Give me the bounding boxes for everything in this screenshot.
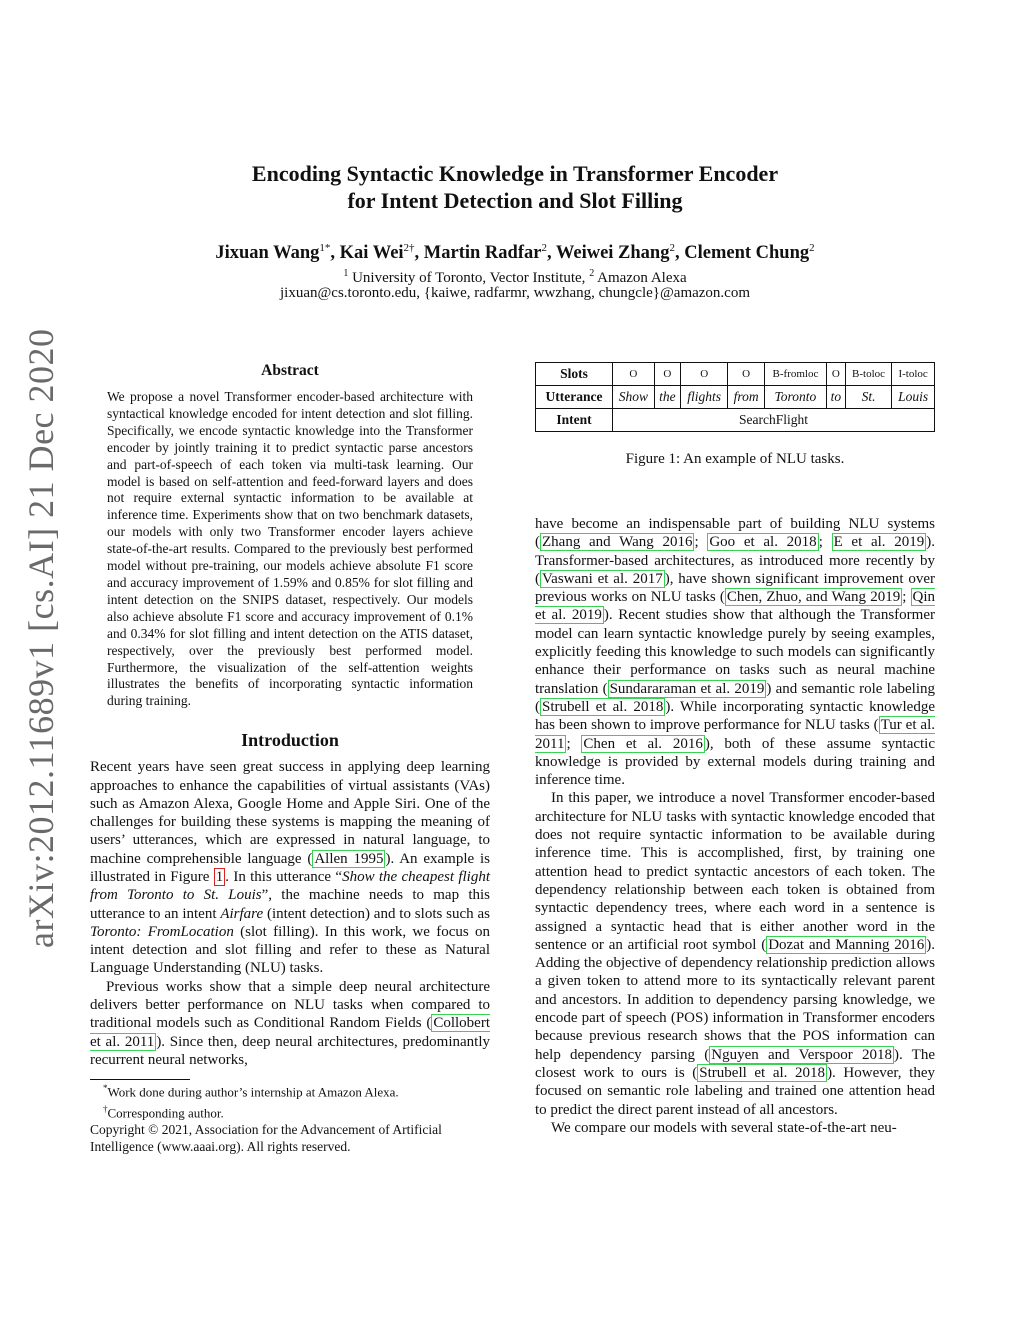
arxiv-identifier[interactable]: arXiv:2012.11689v1 [cs.AI] 21 Dec 2020	[21, 328, 61, 948]
text-run: . In this utterance “	[225, 869, 343, 885]
footnote-text: Corresponding author.	[107, 1104, 224, 1120]
intent-row	[536, 409, 935, 432]
token-cell: the	[654, 386, 680, 409]
citation-link[interactable]: Chen, Zhuo, and Wang 2019	[726, 589, 901, 606]
citation-link[interactable]: Tur et al. 2011	[535, 717, 936, 752]
utterance-label: Utterance	[536, 386, 613, 409]
text-run: ). The closest work to ours is (	[535, 1046, 935, 1081]
text-run: ). Recent studies show that although the Transformer model can learn syntactic knowledge purely by seeing examples, explicitly feeding this knowledge to such models can significantly enhance their performance on tasks such as neural machine translation (	[535, 607, 935, 697]
right-body	[535, 515, 935, 1137]
text-run: ;	[902, 589, 911, 606]
paper-title	[150, 160, 880, 214]
footnote-mark: *	[103, 1083, 108, 1094]
text-run: ), have shown significant improvement over previous works on NLU tasks (	[535, 570, 935, 606]
text-run: (slot filling). In this work, we focus on intent detection and slot filling and refer to these as Natural Language Understanding (NLU) tasks.	[90, 923, 490, 977]
text-run: ). However, they focused on semantic role labeling and trained one attention head to predict the direct parent instead of all ancestors.	[535, 1064, 936, 1118]
text-run: ). Adding the objective of dependency relationship prediction allows a given token to attend more to its syntactically relevant parent and ancestors. In addition to dependency parsing knowledge, we encode part of speech (POS) information in Transformer encoders because previous research shows that the POS information can help dependency parsing (	[535, 936, 936, 1063]
affil-text: University of Toronto, Vector Institute,	[348, 270, 590, 286]
text-run: ) and semantic role labeling (	[535, 680, 935, 715]
text-run: ). Transformer-based architectures, as introduced more recently by (	[535, 534, 935, 587]
citation-link[interactable]: Sundararaman et al. 2019	[609, 680, 765, 697]
slot-cell: O	[654, 363, 680, 386]
text-run: (intent detection) and to slots such as	[263, 905, 491, 922]
footnote-mark: †	[103, 1103, 108, 1114]
figure-1-caption: Figure 1: An example of NLU tasks.	[625, 451, 845, 467]
slot-cell: B-toloc	[845, 363, 891, 386]
slot-cell: O	[826, 363, 845, 386]
author-name: Jixuan Wang	[215, 243, 320, 264]
citation-link[interactable]: Vaswani et al. 2017	[542, 570, 663, 587]
text-run: Previous works show that a simple deep neural architecture delivers better performance on NLU tasks when compared to traditional models such as Conditional Random Fields (	[90, 978, 490, 1032]
text-run: ”, the machine needs to map this utterance to an intent	[90, 887, 490, 922]
author-emails: jixuan@cs.toronto.edu, {kaiwe, radfarmr, wwzhang, chungcle}@amazon.com	[279, 285, 751, 301]
left-column	[90, 362, 490, 1155]
citation-link[interactable]: Strubell et al. 2018	[699, 1064, 826, 1081]
utterance-row	[536, 386, 935, 409]
text-run: ;	[818, 534, 832, 551]
abstract-heading: Abstract	[261, 362, 319, 379]
slot-cell: B-fromloc	[764, 363, 826, 386]
footnote-2	[90, 1101, 490, 1121]
author-name: Martin Radfar	[423, 243, 542, 264]
author-affil-mark: 2†	[403, 242, 415, 254]
citation-link[interactable]: Chen et al. 2016	[583, 735, 703, 752]
author-affil-mark: 2	[541, 242, 547, 254]
right-paragraph-2	[535, 789, 935, 1118]
text-run: ). An example is illustrated in Figure	[90, 850, 490, 885]
token-cell: Show	[613, 386, 655, 409]
text-run: In this paper, we introduce a novel Transformer encoder-based architecture for NLU tasks with syntactic knowledge encoded that does not require syntactic information to be available during inference time. This is accomplished, first, by training one attention head to predict syntactic ancestors of each token. The dependency relationship between each token is obtained from syntactic dependency trees, where each word in a sentence is assigned a syntactic head that is either another word in the sentence or an artificial root symbol (	[535, 790, 935, 953]
citation-link[interactable]: Strubell et al. 2018	[542, 698, 664, 715]
affil-mark: 2	[589, 268, 595, 279]
token-cell: Louis	[892, 386, 935, 409]
text-run: Recent years have seen great success in applying deep learning approaches to enhance the capabilities of virtual assistants (VAs) such as Amazon Alexa, Google Home and Apple Siri. One of the challenges for building these systems is mapping the meaning of users’ utterances, which are expressed in natural language, to machine comprehensible language (	[90, 759, 490, 867]
abstract-body: We propose a novel Transformer encoder-based architecture with syntactical knowledge encoded for intent detection and slot filling. Specifically, we encode syntactic knowledge into the Transformer encoder by jointly training it to predict syntactic parse ancestors and part-of-speech of each token via multi-task learning. Our model is based on self-attention and feed-forward layers and does not require external syntactic information to be available at inference time. Experiments show that on two benchmark datasets, our models with only two Transformer encoder layers achieve state-of-the-art results. Compared to the previously best performed model without pre-training, our models achieve absolute F1 score and accuracy improvement of 1.59% and 0.85% for slot filling and intent detection on the SNIPS dataset, respectively. Our models also achieve absolute F1 score and accuracy improvement of 0.1% and 0.34% for slot filling and intent detection on the ATIS dataset, respectively, over the previously best performed model. Furthermore, the visualization of the self-attention weights illustrates the benefits of incorporating syntactic information during training.	[107, 389, 473, 709]
author-name: Kai Wei	[339, 243, 404, 264]
slots-label: Slots	[536, 363, 613, 386]
title-line-2: for Intent Detection and Slot Filling	[347, 188, 683, 213]
intro-paragraph-1	[90, 758, 490, 978]
figure-1-table	[535, 362, 935, 432]
citation-link[interactable]: Qin et al. 2019	[535, 589, 936, 624]
token-cell: to	[826, 386, 845, 409]
citation-link[interactable]: Zhang and Wang 2016	[542, 534, 693, 551]
title-line-1: Encoding Syntactic Knowledge in Transformer Encoder	[251, 161, 779, 186]
token-cell: flights	[681, 386, 728, 409]
citation-link[interactable]: Allen 1995	[314, 850, 384, 867]
text-run: ;	[566, 735, 582, 752]
affil-mark: 1	[343, 268, 349, 279]
author-affil-mark: 1*	[319, 242, 331, 254]
text-run: have become an indispensable part of building NLU systems (	[535, 516, 935, 551]
right-column	[535, 362, 935, 1137]
affil-text: Amazon Alexa	[594, 270, 687, 286]
intent-example: Airfare	[220, 905, 264, 922]
token-cell: Toronto	[764, 386, 826, 409]
figure-ref-link[interactable]: 1	[215, 869, 224, 885]
text-run: ;	[694, 534, 708, 551]
slots-row	[536, 363, 935, 386]
citation-link[interactable]: Nguyen and Verspoor 2018	[711, 1046, 892, 1063]
introduction-heading: Introduction	[241, 730, 339, 751]
right-paragraph-1	[535, 515, 935, 789]
author-name: Clement Chung	[684, 243, 810, 264]
token-cell: from	[728, 386, 765, 409]
citation-link[interactable]: E et al. 2019	[833, 534, 925, 551]
intent-value: SearchFlight	[613, 409, 935, 432]
citation-link[interactable]: Goo et al. 2018	[709, 534, 817, 551]
text-run: ), both of these assume syntactic knowledge is provided by external models during training and inference time.	[535, 735, 935, 789]
token-cell: St.	[845, 386, 891, 409]
author-affil-mark: 2	[809, 242, 815, 254]
intro-paragraph-2	[90, 978, 490, 1069]
example-utterance: Show the cheapest flight from Toronto to St. Louis	[90, 869, 490, 904]
footnote-text: Work done during author’s internship at Amazon Alexa.	[107, 1084, 399, 1100]
text-run: ). Since then, deep neural architectures, predominantly recurrent neural networks,	[90, 1033, 490, 1068]
right-paragraph-3: We compare our models with several state-of-the-art neu-	[551, 1119, 897, 1136]
text-run: ). While incorporating syntactic knowledge has been shown to improve performance for NLU tasks (	[535, 698, 935, 734]
slot-cell: O	[681, 363, 728, 386]
slot-cell: O	[728, 363, 765, 386]
intent-label: Intent	[536, 409, 613, 432]
copyright-notice: Copyright © 2021, Association for the Advancement of Artificial Intelligence (www.aaai.org). All rights reserved.	[90, 1121, 442, 1154]
slot-example: Toronto: FromLocation	[90, 923, 234, 940]
author-list: Jixuan Wang$^{1*}$, Kai Wei$^{2\dagger}$, Martin Radfar$^2$, Weiwei Zhang$^2$, Clement Chung$^2$	[215, 242, 815, 264]
slot-cell: I-toloc	[892, 363, 935, 386]
citation-link[interactable]: Collobert et al. 2011	[90, 1015, 490, 1050]
footnote-1	[90, 1080, 490, 1100]
citation-link[interactable]: Dozat and Manning 2016	[768, 936, 925, 953]
slot-cell: O	[613, 363, 655, 386]
author-name: Weiwei Zhang	[555, 243, 670, 264]
author-affil-mark: 2	[669, 242, 675, 254]
